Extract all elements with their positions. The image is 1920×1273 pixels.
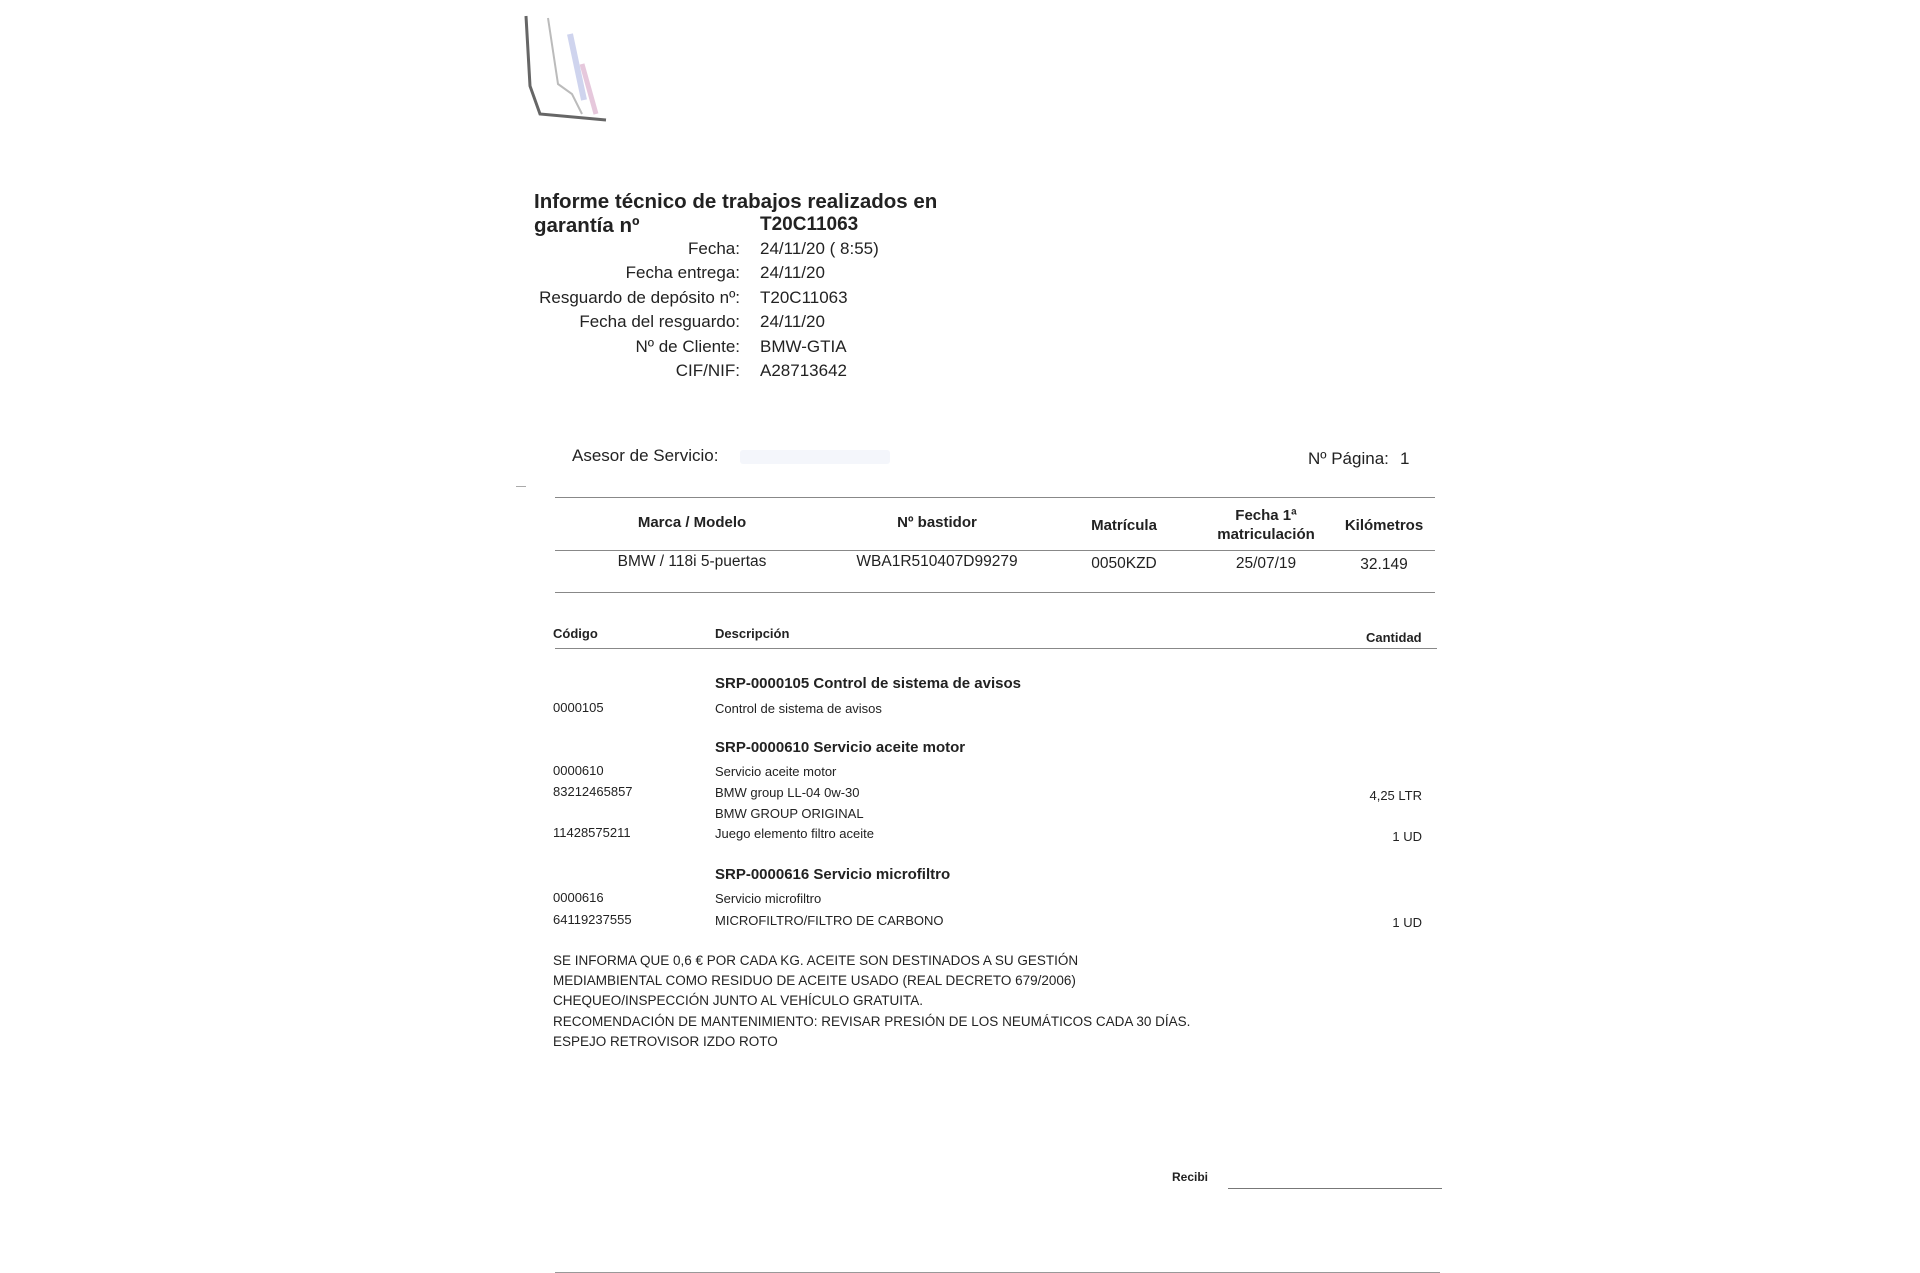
note-line: RECOMENDACIÓN DE MANTENIMIENTO: REVISAR PRESIÓN DE LOS NEUMÁTICOS CADA 30 DÍAS. [553,1014,1191,1029]
advisor-label: Asesor de Servicio: [572,446,719,465]
item-quantity: 4,25 LTR [1369,788,1422,803]
margin-tick [516,486,526,487]
item-description: Control de sistema de avisos [715,701,882,716]
vehicle-header-first-reg [1217,506,1315,544]
item-description: MICROFILTRO/FILTRO DE CARBONO [715,913,944,928]
page-number-value: 1 [1400,449,1410,468]
section-title: SRP-0000616 Servicio microfiltro [715,866,951,883]
fecha-value: 24/11/20 ( 8:55) [760,239,879,258]
report-number: T20C11063 [760,214,859,235]
first-reg-header-line2: matriculación [1217,526,1315,543]
vehicle-table-header-rule [555,550,1435,551]
items-header-description: Descripción [715,626,790,641]
items-header-quantity: Cantidad [1366,630,1422,645]
item-description: Juego elemento filtro aceite [715,826,874,841]
item-code: 11428575211 [553,825,631,840]
fecha-resguardo-label: Fecha del resguardo: [579,312,740,331]
vehicle-vin: WBA1R510407D99279 [856,553,1018,570]
signature-label: Recibi [1172,1170,1209,1184]
item-code: 0000616 [553,890,604,905]
first-reg-header-line1: Fecha 1ª [1235,507,1297,524]
vehicle-header-km: Kilómetros [1344,517,1424,534]
item-description: BMW GROUP ORIGINAL [715,806,864,821]
vehicle-km: 32.149 [1360,556,1408,573]
vehicle-header-plate: Matrícula [1091,517,1157,534]
advisor-redacted [740,450,890,464]
section-title: SRP-0000105 Control de sistema de avisos [715,675,1021,692]
note-line: SE INFORMA QUE 0,6 € POR CADA KG. ACEITE SON DESTINADOS A SU GESTIÓN [553,953,1079,968]
vehicle-header-vin: Nº bastidor [897,514,977,531]
cif-value: A28713642 [760,361,847,380]
note-line: CHEQUEO/INSPECCIÓN JUNTO AL VEHÍCULO GRATUITA. [553,993,924,1008]
section-title: SRP-0000610 Servicio aceite motor [715,739,966,756]
report-title-line2: garantía nº [534,214,640,237]
cif-label: CIF/NIF: [675,361,740,380]
fecha-entrega-label: Fecha entrega: [625,263,740,282]
resguardo-label: Resguardo de depósito nº: [539,288,740,307]
fecha-entrega-value: 24/11/20 [760,263,825,282]
fecha-resguardo-value: 24/11/20 [760,312,825,331]
items-header-code: Código [553,626,598,641]
item-code: 0000105 [553,700,604,715]
item-quantity: 1 UD [1392,829,1422,844]
page-number-label: Nº Página: [1308,449,1389,468]
vehicle-header-model: Marca / Modelo [637,514,747,531]
vehicle-table-bottom-rule [555,592,1435,593]
vehicle-first-reg: 25/07/19 [1235,555,1297,572]
note-line: ESPEJO RETROVISOR IZDO ROTO [553,1034,778,1049]
fecha-label: Fecha: [688,239,740,258]
scan-corner-mark [520,14,610,124]
item-description: Servicio microfiltro [715,891,822,906]
vehicle-table-top-rule [555,497,1435,498]
item-code: 64119237555 [553,912,632,927]
resguardo-value: T20C11063 [760,288,848,307]
item-code: 83212465857 [553,784,633,799]
item-description: BMW group LL-04 0w-30 [715,785,860,800]
vehicle-plate: 0050KZD [1091,555,1157,572]
item-code: 0000610 [553,763,604,778]
vehicle-model: BMW / 118i 5-puertas [617,553,767,570]
report-title-line1: Informe técnico de trabajos realizados en [534,190,938,213]
item-quantity: 1 UD [1392,915,1422,930]
note-line: MEDIAMBIENTAL COMO RESIDUO DE ACEITE USADO (REAL DECRETO 679/2006) [553,973,1076,988]
cliente-label: Nº de Cliente: [635,337,740,356]
cliente-value: BMW-GTIA [760,337,847,356]
items-header-rule [555,648,1437,649]
signature-line [1228,1188,1442,1189]
item-description: Servicio aceite motor [715,764,837,779]
